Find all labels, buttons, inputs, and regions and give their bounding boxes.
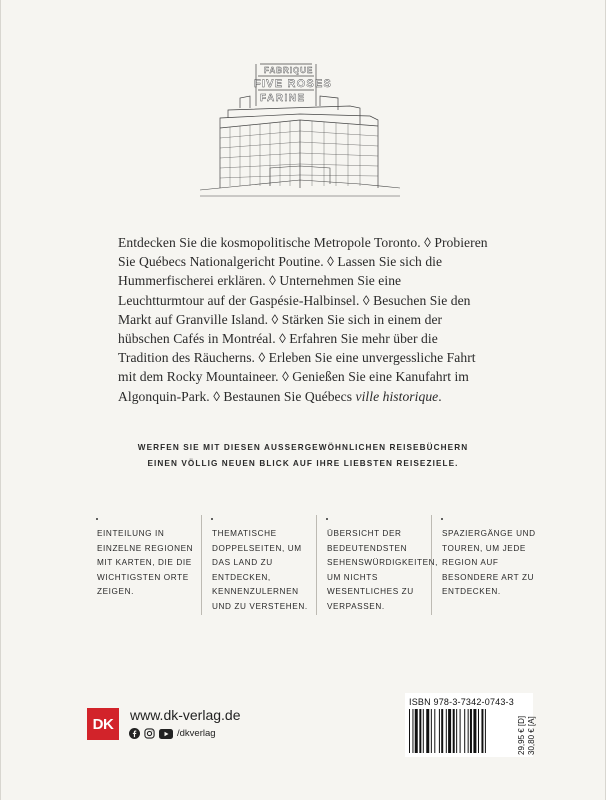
- building-illustration: [200, 58, 400, 200]
- barcode-bar: [473, 709, 476, 753]
- barcode-bar: [460, 709, 461, 753]
- barcode-bar: [441, 709, 443, 753]
- barcode-bar: [468, 709, 469, 753]
- description-text: [118, 233, 490, 406]
- sign-bottom-text: FARINE: [260, 93, 306, 104]
- barcode-graphic: [409, 709, 509, 753]
- barcode-bar: [439, 709, 440, 753]
- barcode-bar: [478, 709, 479, 753]
- bullet-dot-icon: [326, 518, 328, 520]
- sign-middle-text: FIVE ROSES: [254, 78, 333, 90]
- barcode-bar: [434, 709, 435, 753]
- barcode-bar: [431, 709, 432, 753]
- barcode-bar: [409, 709, 410, 753]
- barcode-bar: [419, 709, 421, 753]
- barcode-bar: [485, 709, 486, 753]
- feature-text: THEMATISCHE DOPPELSEITEN, UM DAS LAND ZU ENTDECKEN, KENNENZULERNEN UND ZU VERSTEHEN.: [212, 529, 308, 611]
- barcode-bar: [448, 709, 451, 753]
- tagline-line-1: WERFEN SIE MIT DIESEN AUSSERGEWÖHNLICHEN REISEBÜCHERN: [137, 443, 469, 452]
- feature-text: SPAZIERGÄNGE UND TOUREN, UM JEDE REGION AUF BESONDERE ART ZU ENTDECKEN.: [442, 529, 536, 596]
- price-labels: [517, 716, 537, 755]
- sign-top-text: FABRIQUE: [264, 66, 314, 75]
- feature-text: ÜBERSICHT DER BEDEUTENDSTEN SEHENSWÜRDIGKEITEN, UM NICHTS WESENTLICHES ZU VERPASSEN.: [327, 529, 439, 611]
- feature-columns: [87, 515, 547, 615]
- tagline-line-2: EINEN VÖLLIG NEUEN BLICK AUF IHRE LIEBSTEN REISEZIELE.: [147, 459, 459, 468]
- barcode-bar: [470, 709, 472, 753]
- barcode-bar: [446, 709, 447, 753]
- price-de: 29,95 € [D]: [517, 715, 526, 755]
- barcode-bar: [423, 709, 424, 753]
- barcode-bar: [412, 709, 413, 753]
- description-body: Entdecken Sie die kosmopolitische Metropole Toronto. ◊ Probieren Sie Québecs Nationalgericht Poutine. ◊ Lassen Sie sich die Hummerfischerei erklären. ◊ Unternehmen Sie eine Leuchtturmtour auf der Gaspésie-Halbinsel. ◊ Besuchen Sie den Markt auf Granville Island. ◊ Stärken Sie sich in einem der hübschen Cafés in Montréal. ◊ Erfahren Sie mehr über die Tradition des Räucherns. ◊ Erleben Sie eine unvergessliche Fahrt mit dem Rocky Mountaineer. ◊ Genießen Sie eine Kanufahrt im Algonquin-Park. ◊ Bestaunen Sie Québecs: [118, 235, 488, 404]
- feature-column-themes: [202, 515, 317, 615]
- barcode-bar: [426, 709, 429, 753]
- bullet-dot-icon: [96, 518, 98, 520]
- description-italic: ville historique: [355, 388, 439, 404]
- instagram-icon: [144, 728, 155, 739]
- bullet-dot-icon: [211, 518, 213, 520]
- dk-logo: DK: [87, 708, 119, 740]
- tagline: [0, 440, 606, 472]
- feature-text: EINTEILUNG IN EINZELNE REGIONEN MIT KARTEN, DIE DIE WICHTIGSTEN ORTE ZEIGEN.: [97, 529, 194, 596]
- youtube-icon: [159, 729, 173, 739]
- social-media-row: [129, 728, 216, 739]
- barcode-bar: [464, 709, 465, 753]
- barcode-bar: [481, 709, 483, 753]
- barcode-bar: [415, 709, 418, 753]
- facebook-icon: [129, 728, 140, 739]
- feature-column-regions: [87, 515, 202, 615]
- feature-column-tours: [432, 515, 547, 615]
- social-handle: /dkverlag: [177, 728, 216, 739]
- barcode-bar: [453, 709, 455, 753]
- price-at: 30,80 € [A]: [527, 716, 536, 755]
- description-end: .: [438, 388, 442, 404]
- bullet-dot-icon: [441, 518, 443, 520]
- publisher-website: www.dk-verlag.de: [130, 707, 241, 723]
- barcode-bar: [456, 709, 457, 753]
- isbn-text: ISBN 978-3-7342-0743-3: [409, 697, 514, 707]
- feature-column-sights: [317, 515, 439, 615]
